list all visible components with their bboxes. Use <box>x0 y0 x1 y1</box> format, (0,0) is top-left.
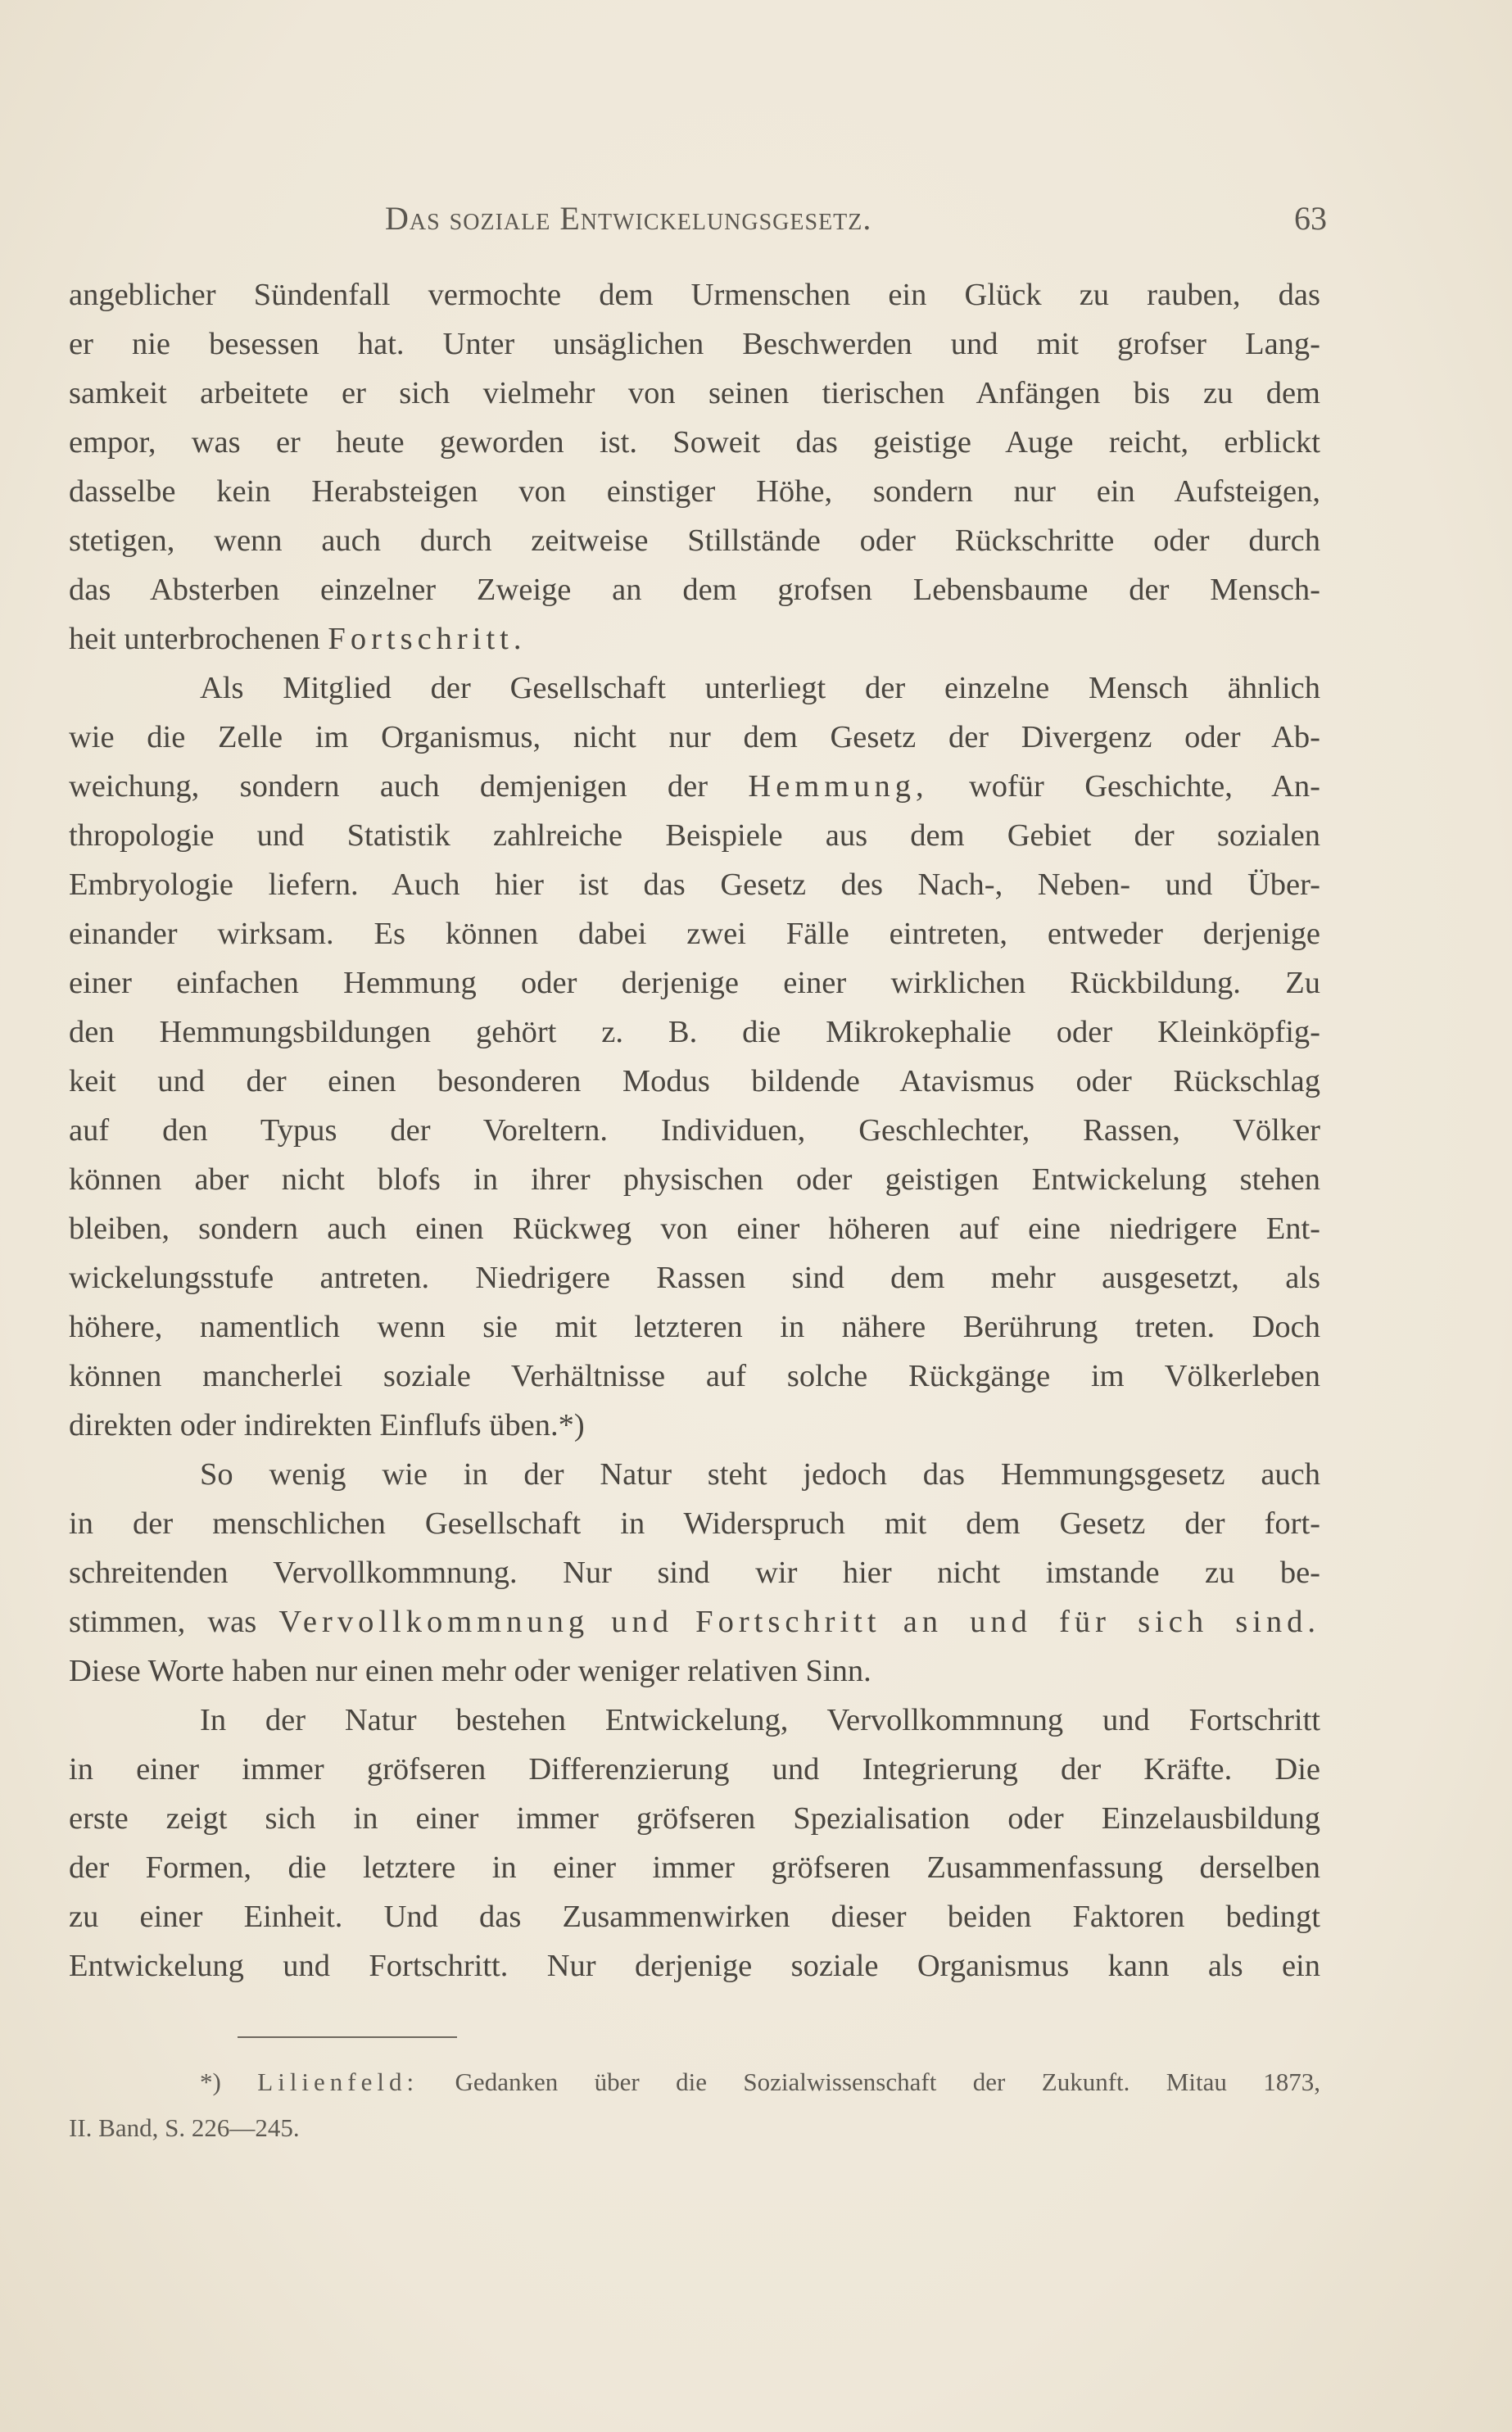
footnote-text: Gedanken über die Sozialwissenschaft der Zukunft. Mitau 1873, <box>455 2067 1321 2096</box>
emphasized-word: und <box>611 1605 674 1639</box>
text-line: Diese Worte haben nur einen mehr oder weniger relativen Sinn. <box>69 1654 871 1688</box>
text-line: So wenig wie in der Natur steht jedoch das Hemmungsgesetz auch <box>200 1457 1320 1492</box>
emphasized-word: Vervollkommnung <box>278 1605 590 1639</box>
text-line: auf den Typus der Voreltern. Individuen, Geschlechter, Rassen, Völker <box>69 1113 1320 1148</box>
text-fragment: heit unterbrochenen <box>69 622 320 656</box>
emphasized-word: an und für sich sind. <box>903 1605 1321 1639</box>
text-line: das Absterben einzelner Zweige an dem grofsen Lebensbaume der Mensch- <box>69 573 1320 607</box>
text-line: Entwickelung und Fortschritt. Nur derjenige soziale Organismus kann als ein <box>69 1949 1320 1983</box>
text-line: Embryologie liefern. Auch hier ist das Gesetz des Nach-, Neben- und Über- <box>69 867 1320 902</box>
text-line: zu einer Einheit. Und das Zusammenwirken dieser beiden Faktoren bedingt <box>69 1900 1320 1934</box>
running-title: Das soziale Entwickelungsgesetz. <box>385 200 872 237</box>
footnote-divider <box>238 2036 457 2038</box>
text-line: er nie besessen hat. Unter unsäglichen Beschwerden und mit grofser Lang- <box>69 327 1320 361</box>
text-line: Als Mitglied der Gesellschaft unterliegt der einzelne Mensch ähnlich <box>200 671 1320 705</box>
text-line: wie die Zelle im Organismus, nicht nur dem Gesetz der Divergenz oder Ab- <box>69 720 1320 754</box>
text-line <box>69 614 1320 663</box>
footnote-line <box>69 2059 1320 2105</box>
main-text <box>69 270 1320 1990</box>
text-line: erste zeigt sich in einer immer gröfseren Spezialisation oder Einzelausbildung <box>69 1801 1320 1836</box>
text-line: in der menschlichen Gesellschaft in Widerspruch mit dem Gesetz der fort- <box>69 1506 1320 1541</box>
emphasized-word: Hemmung, <box>748 769 929 804</box>
text-line: einer einfachen Hemmung oder derjenige einer wirklichen Rückbildung. Zu <box>69 966 1320 1000</box>
footnote-line: II. Band, S. 226—245. <box>69 2113 300 2142</box>
text-line: bleiben, sondern auch einen Rückweg von einer höheren auf eine niedrigere Ent- <box>69 1211 1320 1246</box>
text-line: In der Natur bestehen Entwickelung, Vervollkommnung und Fortschritt <box>200 1703 1320 1737</box>
text-line: der Formen, die letztere in einer immer gröfseren Zusammenfassung derselben <box>69 1850 1320 1885</box>
page-number: 63 <box>1294 200 1327 237</box>
text-line: können mancherlei soziale Verhältnisse auf solche Rückgänge im Völkerleben <box>69 1359 1320 1393</box>
text-line: samkeit arbeitete er sich vielmehr von seinen tierischen Anfängen bis zu dem <box>69 376 1320 410</box>
text-line: höhere, namentlich wenn sie mit letzteren in nähere Berührung treten. Doch <box>69 1310 1320 1344</box>
text-line: direkten oder indirekten Einflufs üben.*) <box>69 1408 585 1442</box>
text-line: keit und der einen besonderen Modus bildende Atavismus oder Rückschlag <box>69 1064 1320 1098</box>
text-line: den Hemmungsbildungen gehört z. B. die Mikrokephalie oder Kleinköpfig- <box>69 1015 1320 1049</box>
text-fragment: wofür Geschichte, An- <box>968 769 1320 804</box>
text-line: können aber nicht blofs in ihrer physischen oder geistigen Entwickelung stehen <box>69 1162 1320 1197</box>
text-line: schreitenden Vervollkommnung. Nur sind wir hier nicht imstande zu be- <box>69 1556 1320 1590</box>
text-line: wickelungsstufe antreten. Niedrigere Rassen sind dem mehr ausgesetzt, als <box>69 1261 1320 1295</box>
footnote <box>69 2059 1320 2151</box>
text-line: in einer immer gröfseren Differenzierung und Integrierung der Kräfte. Die <box>69 1752 1320 1787</box>
text-line: empor, was er heute geworden ist. Soweit das geistige Auge reicht, erblickt <box>69 425 1320 460</box>
emphasized-word: Fortschritt. <box>328 622 527 656</box>
emphasized-word: Fortschritt <box>695 1605 881 1639</box>
footnote-author: Lilienfeld: <box>257 2067 419 2096</box>
text-fragment: stimmen, was <box>69 1605 257 1639</box>
text-line: stetigen, wenn auch durch zeitweise Stillstände oder Rückschritte oder durch <box>69 523 1320 558</box>
footnote-marker: *) <box>200 2067 221 2096</box>
text-line: angeblicher Sündenfall vermochte dem Urmenschen ein Glück zu rauben, das <box>69 278 1320 312</box>
text-line <box>69 762 1320 811</box>
text-line: thropologie und Statistik zahlreiche Beispiele aus dem Gebiet der sozialen <box>69 818 1320 853</box>
text-line: einander wirksam. Es können dabei zwei Fälle eintreten, entweder derjenige <box>69 917 1320 951</box>
text-fragment: weichung, sondern auch demjenigen der <box>69 769 708 804</box>
text-line: dasselbe kein Herabsteigen von einstiger Höhe, sondern nur ein Aufsteigen, <box>69 474 1320 509</box>
text-line <box>69 1597 1320 1646</box>
